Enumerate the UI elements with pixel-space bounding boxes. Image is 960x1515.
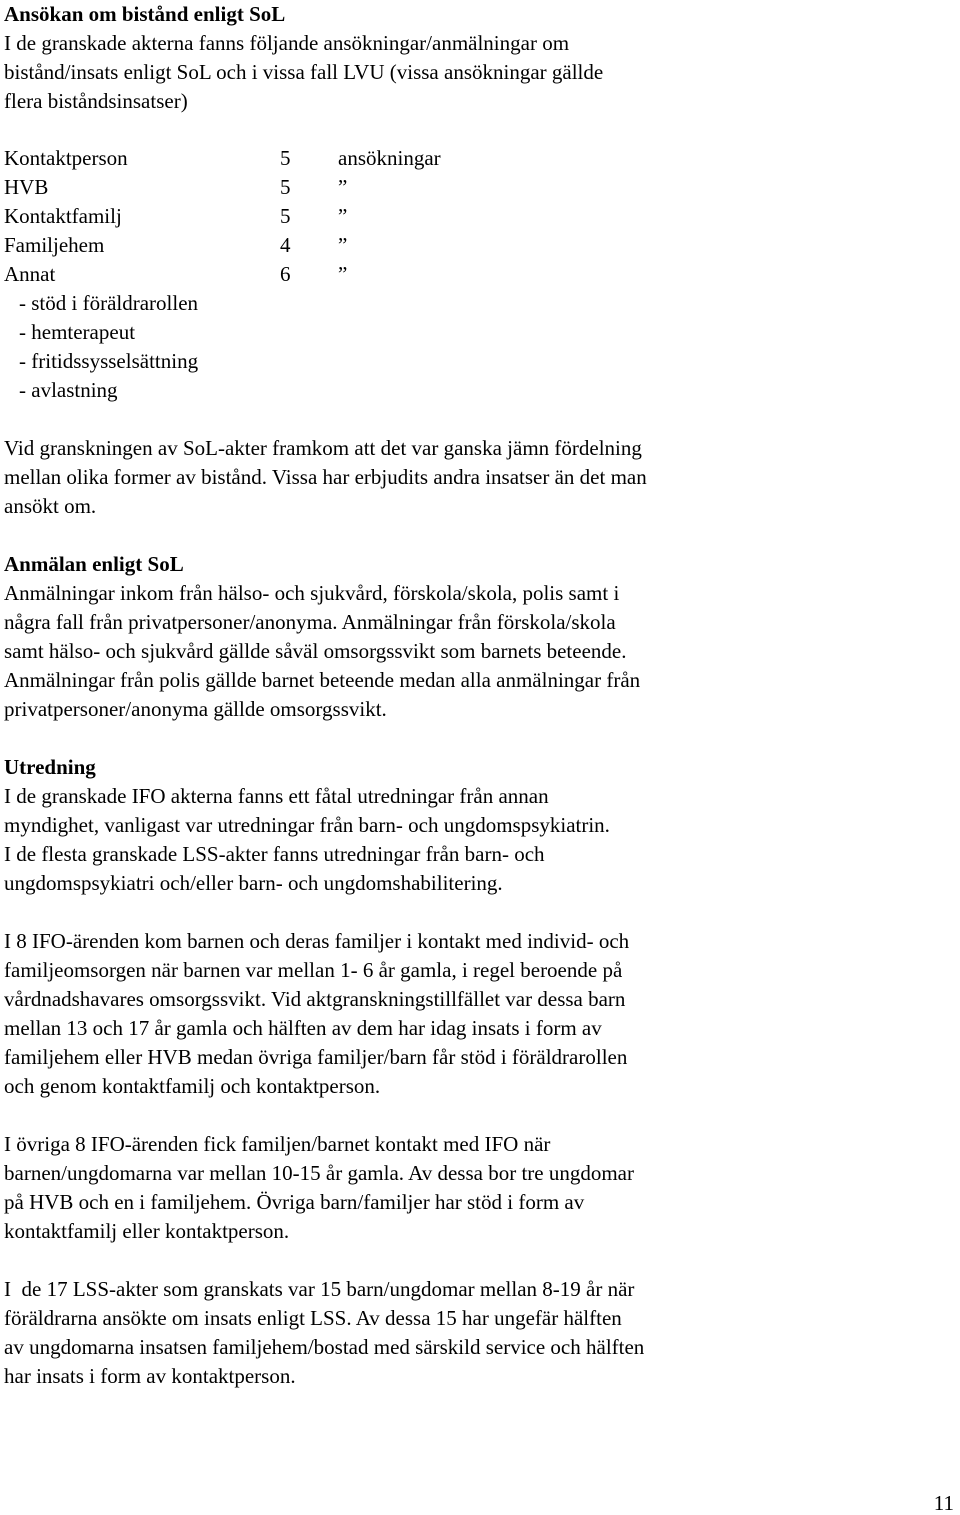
body-line: några fall från privatpersoner/anonyma. Anmälningar från förskola/skola [4, 610, 616, 634]
intro-line: I de granskade akterna fanns följande ansökningar/anmälningar om [4, 31, 570, 55]
body-line: kontaktfamilj eller kontaktperson. [4, 1219, 290, 1243]
summary-line: ansökt om. [4, 494, 97, 518]
body-line: myndighet, vanligast var utredningar från barn- och ungdomspsykiatrin. [4, 813, 610, 837]
row-unit: ” [338, 233, 348, 257]
body-line: Anmälningar inkom från hälso- och sjukvård, förskola/skola, polis samt i [4, 581, 620, 605]
spacer [4, 724, 954, 753]
body-line: familjeomsorgen när barnen var mellan 1- 6 år gamla, i regel beroende på [4, 958, 623, 982]
body-line: föräldrarna ansökte om insats enligt LSS. Av dessa 15 har ungefär hälften [4, 1306, 622, 1330]
page-number: 11 [933, 1491, 954, 1515]
row-label: Annat [4, 262, 56, 286]
document-page [4, 0, 954, 1391]
row-count: 5 [280, 204, 291, 228]
row-count: 5 [280, 146, 291, 170]
body-line: av ungdomarna insatsen familjehem/bostad med särskild service och hälften [4, 1335, 645, 1359]
list-item: - avlastning [19, 378, 118, 402]
table-row [4, 260, 954, 289]
row-count: 6 [280, 262, 291, 286]
spacer [4, 1246, 954, 1275]
body-line: mellan 13 och 17 år gamla och hälften av dem har idag insats i form av [4, 1016, 602, 1040]
list-item: - hemterapeut [19, 320, 136, 344]
spacer [4, 898, 954, 927]
spacer [4, 116, 954, 144]
intro-line: flera biståndsinsatser) [4, 89, 188, 113]
list-item: - fritidssysselsättning [19, 349, 199, 373]
section-heading-anmalan: Anmälan enligt SoL [4, 552, 184, 576]
body-line: har insats i form av kontaktperson. [4, 1364, 296, 1388]
body-line: familjehem eller HVB medan övriga familjer/barn får stöd i föräldrarollen [4, 1045, 628, 1069]
body-line: I de 17 LSS-akter som granskats var 15 barn/ungdomar mellan 8-19 år när [4, 1277, 635, 1301]
summary-line: Vid granskningen av SoL-akter framkom att det var ganska jämn fördelning [4, 436, 642, 460]
body-line: I de granskade IFO akterna fanns ett fåtal utredningar från annan [4, 784, 549, 808]
row-unit: ” [338, 175, 348, 199]
body-line: I övriga 8 IFO-ärenden fick familjen/barnet kontakt med IFO när [4, 1132, 551, 1156]
body-line: ungdomspsykiatri och/eller barn- och ungdomshabilitering. [4, 871, 503, 895]
body-line: på HVB och en i familjehem. Övriga barn/familjer har stöd i form av [4, 1190, 585, 1214]
table-row [4, 144, 954, 173]
spacer [4, 521, 954, 550]
spacer [4, 405, 954, 434]
summary-line: mellan olika former av bistånd. Vissa har erbjudits andra insatser än det man [4, 465, 647, 489]
row-label: Kontaktperson [4, 146, 128, 170]
row-count: 5 [280, 175, 291, 199]
row-unit: ansökningar [338, 146, 441, 170]
body-line: barnen/ungdomarna var mellan 10-15 år gamla. Av dessa bor tre ungdomar [4, 1161, 634, 1185]
body-line: samt hälso- och sjukvård gällde såväl omsorgssvikt som barnets beteende. [4, 639, 627, 663]
body-line: Anmälningar från polis gällde barnet beteende medan alla anmälningar från [4, 668, 641, 692]
table-row [4, 173, 954, 202]
body-line: privatpersoner/anonyma gällde omsorgssvikt. [4, 697, 387, 721]
section-heading-utredning: Utredning [4, 755, 96, 779]
row-unit: ” [338, 262, 348, 286]
table-row [4, 231, 954, 260]
table-row [4, 202, 954, 231]
row-count: 4 [280, 233, 291, 257]
application-table [4, 144, 954, 405]
body-line: vårdnadshavares omsorgssvikt. Vid aktgranskningstillfället var dessa barn [4, 987, 626, 1011]
intro-line: bistånd/insats enligt SoL och i vissa fall LVU (vissa ansökningar gällde [4, 60, 604, 84]
section-heading-ansokan: Ansökan om bistånd enligt SoL [4, 2, 286, 26]
body-line: I de flesta granskade LSS-akter fanns utredningar från barn- och [4, 842, 545, 866]
spacer [4, 1101, 954, 1130]
row-label: Kontaktfamilj [4, 204, 122, 228]
row-label: Familjehem [4, 233, 105, 257]
row-unit: ” [338, 204, 348, 228]
row-label: HVB [4, 175, 49, 199]
body-line: I 8 IFO-ärenden kom barnen och deras familjer i kontakt med individ- och [4, 929, 630, 953]
list-item: - stöd i föräldrarollen [19, 291, 199, 315]
body-line: och genom kontaktfamilj och kontaktperson. [4, 1074, 381, 1098]
